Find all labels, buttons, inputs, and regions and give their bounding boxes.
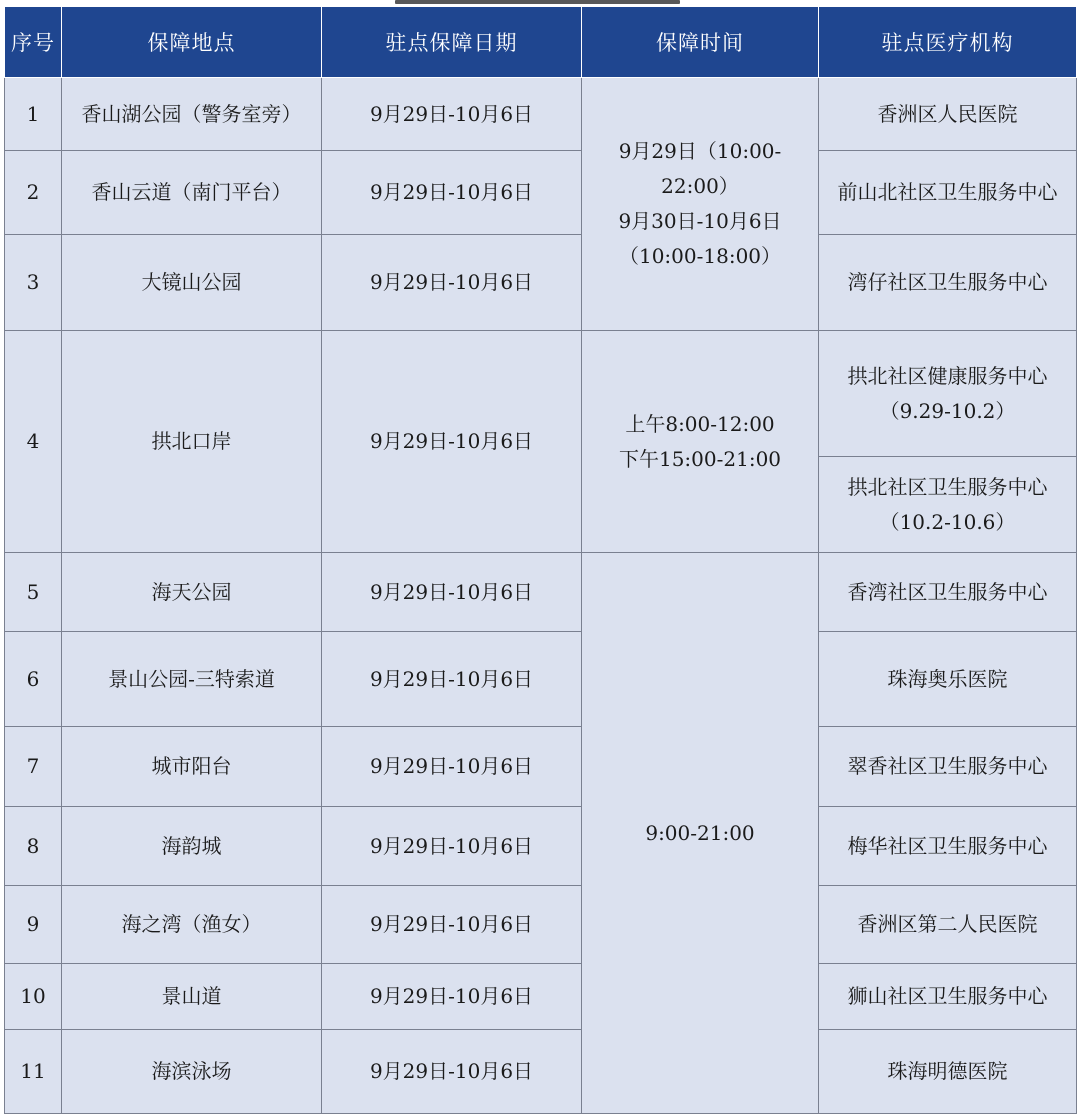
- table-row: [5, 632, 1077, 727]
- cell-date: 9月29日-10月6日: [322, 235, 582, 331]
- cell-date: 9月29日-10月6日: [322, 886, 582, 964]
- time-line: 22:00）: [661, 174, 739, 198]
- cell-serial: 1: [5, 78, 62, 151]
- cell-date: 9月29日-10月6日: [322, 807, 582, 886]
- cell-location: 海滨泳场: [62, 1030, 322, 1114]
- cell-location: 海天公园: [62, 553, 322, 632]
- table-row: [5, 964, 1077, 1030]
- cell-institution: 香洲区人民医院: [819, 78, 1077, 151]
- cell-serial: 2: [5, 151, 62, 235]
- cell-serial: 5: [5, 553, 62, 632]
- cell-serial: 10: [5, 964, 62, 1030]
- time-line: 9月30日-10月6日: [618, 209, 782, 233]
- time-line: 上午8:00-12:00: [625, 411, 775, 436]
- cell-serial: 8: [5, 807, 62, 886]
- cell-institution: 珠海明德医院: [819, 1030, 1077, 1114]
- cell-serial: 4: [5, 331, 62, 553]
- time-line: 9月29日（10:00-: [618, 139, 782, 163]
- cell-date: 9月29日-10月6日: [322, 151, 582, 235]
- cell-location: 海韵城: [62, 807, 322, 886]
- cell-date: 9月29日-10月6日: [322, 78, 582, 151]
- cell-institution: 翠香社区卫生服务中心: [819, 727, 1077, 807]
- cell-serial: 3: [5, 235, 62, 331]
- cell-time-group-1: [582, 78, 819, 331]
- cell-institution: [819, 331, 1077, 457]
- cell-date: 9月29日-10月6日: [322, 553, 582, 632]
- cell-location: 拱北口岸: [62, 331, 322, 553]
- table-row: [5, 235, 1077, 331]
- cell-location: 景山道: [62, 964, 322, 1030]
- institution-period: （10.2-10.6）: [879, 509, 1016, 534]
- cell-time-group-3: 9:00-21:00: [582, 553, 819, 1114]
- cell-date: 9月29日-10月6日: [322, 331, 582, 553]
- cell-serial: 6: [5, 632, 62, 727]
- time-line: 下午15:00-21:00: [618, 446, 782, 471]
- cell-location: 香山云道（南门平台）: [62, 151, 322, 235]
- cell-date: 9月29日-10月6日: [322, 632, 582, 727]
- cell-institution: 湾仔社区卫生服务中心: [819, 235, 1077, 331]
- cell-date: 9月29日-10月6日: [322, 1030, 582, 1114]
- cell-institution: 香洲区第二人民医院: [819, 886, 1077, 964]
- cell-location: 城市阳台: [62, 727, 322, 807]
- header-location: 保障地点: [62, 7, 322, 78]
- cell-institution: 香湾社区卫生服务中心: [819, 553, 1077, 632]
- table-row: [5, 807, 1077, 886]
- cell-serial: 9: [5, 886, 62, 964]
- table-row: [5, 727, 1077, 807]
- cell-institution: 前山北社区卫生服务中心: [819, 151, 1077, 235]
- cell-serial: 11: [5, 1030, 62, 1114]
- cell-time-group-2: [582, 331, 819, 553]
- cropped-title-text: [395, 0, 680, 4]
- time-line: （10:00-18:00）: [618, 244, 782, 268]
- table-row: [5, 886, 1077, 964]
- cell-institution: 狮山社区卫生服务中心: [819, 964, 1077, 1030]
- cell-location: 大镜山公园: [62, 235, 322, 331]
- cell-location: 海之湾（渔女）: [62, 886, 322, 964]
- table-row: [5, 78, 1077, 151]
- institution-period: （9.29-10.2）: [879, 398, 1016, 423]
- cell-location: 景山公园-三特索道: [62, 632, 322, 727]
- table-row: [5, 331, 1077, 457]
- header-time: 保障时间: [582, 7, 819, 78]
- table-header-row: [5, 7, 1077, 78]
- institution-name: 拱北社区卫生服务中心: [847, 474, 1048, 499]
- table-row: [5, 553, 1077, 632]
- cell-date: 9月29日-10月6日: [322, 964, 582, 1030]
- cell-serial: 7: [5, 727, 62, 807]
- header-serial-number: 序号: [5, 7, 62, 78]
- header-date: 驻点保障日期: [322, 7, 582, 78]
- table-row: [5, 151, 1077, 235]
- header-institution: 驻点医疗机构: [819, 7, 1077, 78]
- table-row: [5, 1030, 1077, 1114]
- cell-location: 香山湖公园（警务室旁）: [62, 78, 322, 151]
- medical-support-schedule-table: [4, 6, 1077, 1114]
- cell-institution: 梅华社区卫生服务中心: [819, 807, 1077, 886]
- institution-name: 拱北社区健康服务中心: [847, 363, 1048, 388]
- cell-institution: [819, 457, 1077, 553]
- cell-date: 9月29日-10月6日: [322, 727, 582, 807]
- cell-institution: 珠海奥乐医院: [819, 632, 1077, 727]
